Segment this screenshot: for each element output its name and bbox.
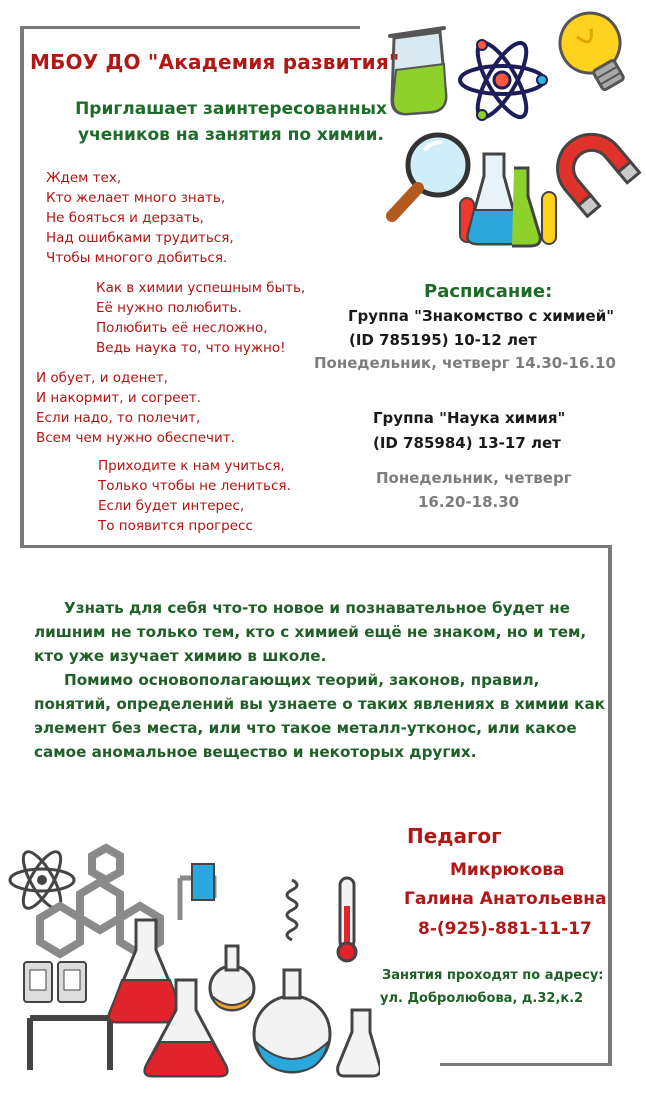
invitation-heading: Приглашает заинтересованных учеников на занятия по химии. [75, 99, 387, 145]
thermometer-icon [338, 878, 356, 961]
bottles-icon [24, 962, 86, 1002]
lab-stand-icon [30, 1018, 120, 1070]
teacher-name: Галина Анатольевна [404, 889, 607, 909]
about-paragraph-1: Узнать для себя что-то новое и познавательное будет не лишним не только тем, кто с химией ещё не знаком, но и тем, кто уже изучает химию в школе. [34, 599, 587, 665]
poem-stanza-4 [98, 456, 291, 536]
poem-stanza-3 [36, 368, 235, 448]
flask-right-icon [338, 1010, 380, 1076]
group1-time: Понедельник, четверг 14.30-16.10 [314, 354, 616, 372]
teacher-surname: Микрюкова [450, 860, 565, 880]
address-label: Занятия проходят по адресу: [382, 968, 604, 983]
poem-line: Только чтобы не лениться. [98, 478, 291, 494]
about-paragraph-2: Помимо основополагающих теорий, законов, правил, понятий, определений вы узнаете о таких явлениях в химии как элемент без места, или что такое металл-утконос, или какое самое аномальное вещество и некоторых других. [34, 671, 606, 761]
poem-line: Чтобы многого добиться. [46, 250, 228, 266]
lab-equipment-illustration [0, 820, 380, 1090]
group1-name: Группа "Знакомство с химией" [348, 307, 615, 325]
about-section [34, 596, 614, 764]
poem-line: Ведь наука то, что нужно! [96, 340, 286, 356]
atom-icon [10, 847, 74, 913]
group2-name: Группа "Наука химия" [373, 409, 566, 427]
poem-line: Как в химии успешным быть, [96, 280, 306, 296]
poem-stanza-1 [46, 168, 234, 268]
frame-top [20, 26, 360, 29]
poem-line: Приходите к нам учиться, [98, 458, 285, 474]
poem-line: Кто желает много знать, [46, 190, 226, 206]
poem-line: Если будет интерес, [98, 498, 245, 514]
poem-line: И обует, и оденет, [36, 370, 168, 386]
poem-line: Её нужно полюбить. [96, 300, 242, 316]
poem-line: Если надо, то полечит, [36, 410, 201, 426]
group2-time-days: Понедельник, четверг [376, 469, 572, 487]
frame-middle [20, 545, 610, 548]
poem-line: Над ошибками трудиться, [46, 230, 234, 246]
flask-blue-icon [254, 970, 330, 1072]
group2-id-age: (ID 785984) 13-17 лет [373, 434, 561, 452]
lightbulb-icon [549, 2, 640, 100]
flask-orange-icon [210, 946, 254, 1010]
teacher-phone: 8-(925)-881-11-17 [418, 919, 592, 939]
poem-line: Всем чем нужно обеспечит. [36, 430, 235, 446]
poem-line: То появится прогресс [98, 518, 253, 534]
poem-line: Ждем тех, [46, 170, 122, 186]
teacher-label: Педагог [407, 824, 502, 848]
poem-line: Не бояться и дерзать, [46, 210, 204, 226]
frame-bottom [440, 1063, 612, 1066]
poem-line: Полюбить её несложно, [96, 320, 268, 336]
flasks-icon [460, 154, 556, 246]
frame-left-top [20, 26, 24, 548]
schedule-title: Расписание: [424, 281, 553, 302]
science-icons-top [380, 0, 646, 260]
organization-title: МБОУ ДО "Академия развития" [30, 50, 400, 74]
group1-id-age: (ID 785195) 10-12 лет [349, 331, 537, 349]
poem-line: И накормит, и согреет. [36, 390, 202, 406]
magnet-icon [544, 120, 640, 216]
group2-time-hours: 16.20-18.30 [418, 493, 520, 511]
atom-icon [460, 37, 547, 124]
address-value: ул. Добролюбова, д.32,к.2 [380, 991, 584, 1006]
poem-stanza-2 [96, 278, 305, 358]
